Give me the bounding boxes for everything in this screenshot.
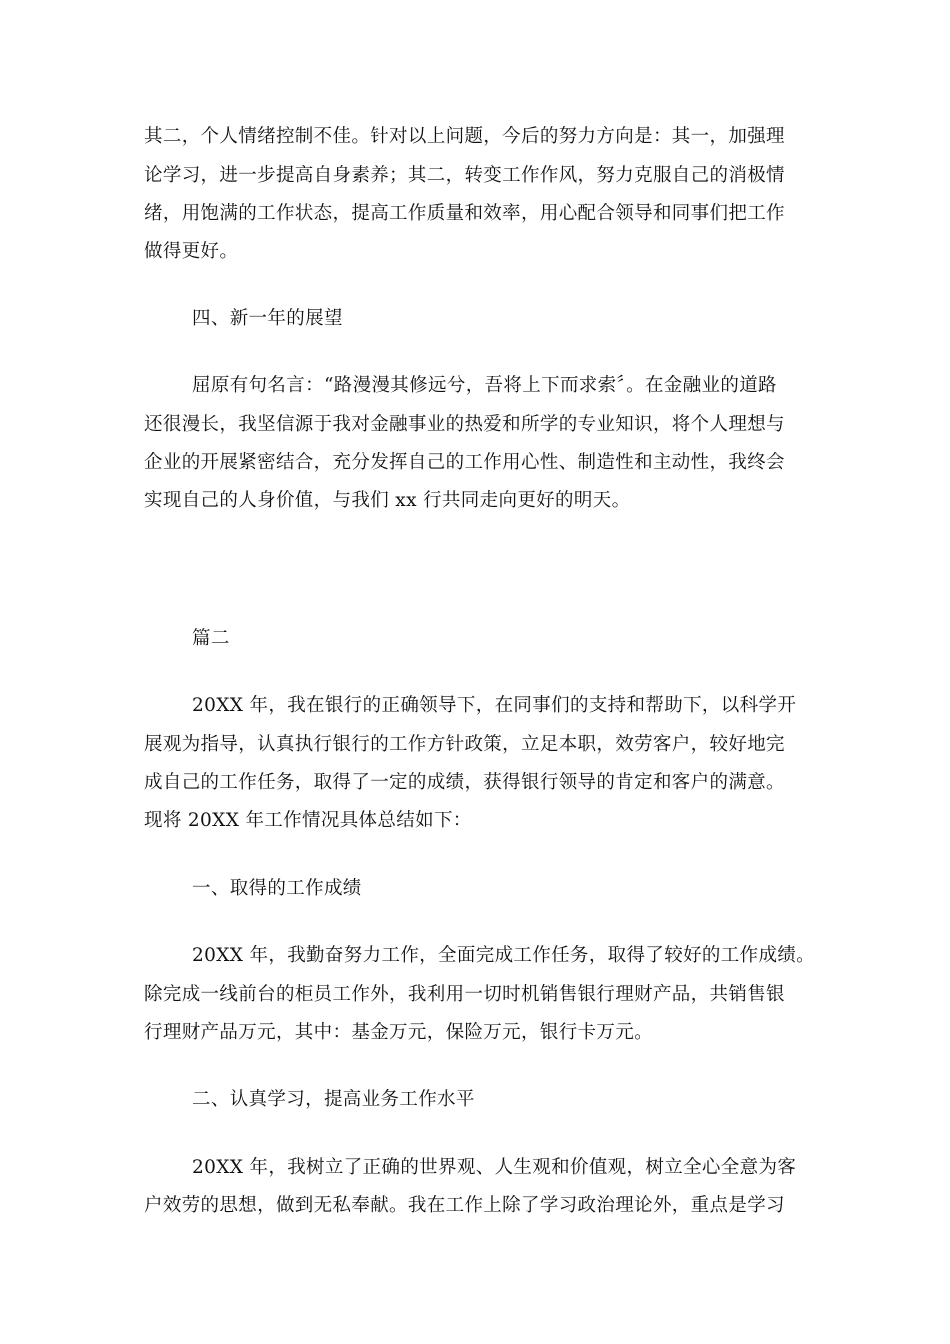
text-line: 绪，用饱满的工作状态，提高工作质量和效率，用心配合领导和同事们把工作 <box>144 203 785 224</box>
text-line: 屈原有句名言：“路漫漫其修远兮，吾将上下而求索〞。在金融业的道路 <box>192 375 777 396</box>
text-line: 其二，个人情绪控制不佳。针对以上问题，今后的努力方向是：其一，加强理 <box>144 126 785 147</box>
text-line: 企业的开展紧密结合，充分发挥自己的工作用心性、制造性和主动性，我终会 <box>144 452 785 473</box>
text-line: 还很漫长，我坚信源于我对金融事业的热爱和所学的专业知识，将个人理想与 <box>144 414 785 435</box>
text-line: 成自己的工作任务，取得了一定的成绩，获得银行领导的肯定和客户的满意。 <box>144 772 785 793</box>
text-line: 20XX 年，我树立了正确的世界观、人生观和价值观，树立全心全意为客 <box>192 1157 797 1178</box>
text-line: 做得更好。 <box>144 241 239 262</box>
section-heading: 二、认真学习，提高业务工作水平 <box>192 1089 475 1110</box>
text-line: 20XX 年，我勤奋努力工作，全面完成工作任务，取得了较好的工作成绩。 <box>192 945 816 966</box>
text-line: 20XX 年，我在银行的正确领导下，在同事们的支持和帮助下，以科学开 <box>192 695 797 716</box>
text-line: 户效劳的思想，做到无私奉献。我在工作上除了学习政治理论外，重点是学习 <box>144 1195 785 1216</box>
text-line: 论学习，进一步提高自身素养；其二，转变工作作风，努力克服自己的消极情 <box>144 165 785 186</box>
text-line: 除完成一线前台的柜员工作外，我利用一切时机销售银行理财产品，共销售银 <box>144 984 785 1005</box>
section-title: 篇二 <box>192 628 230 649</box>
section-heading: 一、取得的工作成绩 <box>192 878 362 899</box>
text-line: 实现自己的人身价值，与我们 xx 行共同走向更好的明天。 <box>144 490 631 511</box>
text-line: 现将 20XX 年工作情况具体总结如下： <box>144 810 472 831</box>
text-line: 行理财产品万元，其中：基金万元，保险万元，银行卡万元。 <box>144 1022 653 1043</box>
text-line: 展观为指导，认真执行银行的工作方针政策，立足本职，效劳客户，较好地完 <box>144 734 785 755</box>
section-heading: 四、新一年的展望 <box>192 308 343 329</box>
